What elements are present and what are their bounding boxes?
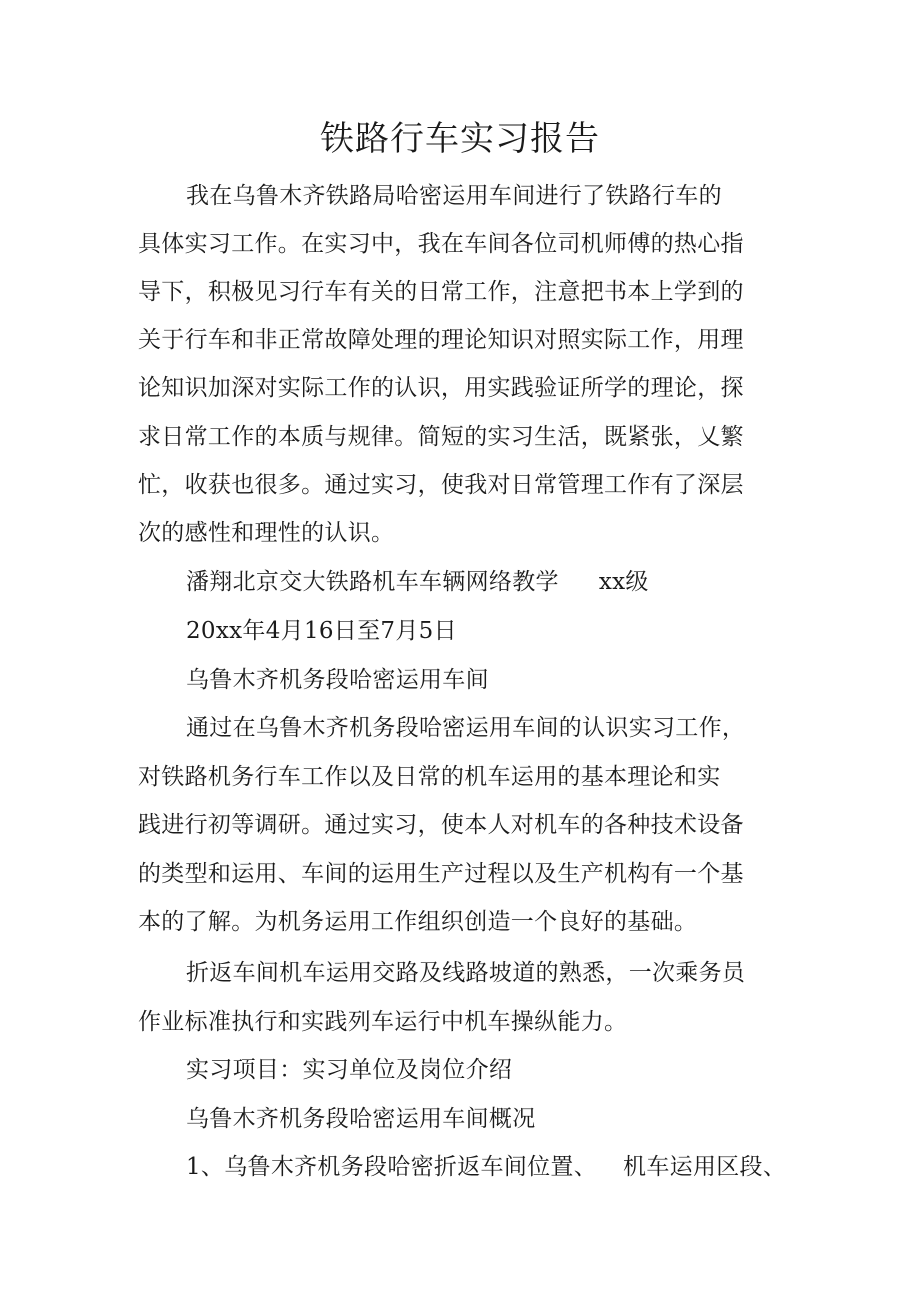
paragraph-1-line-4: 关于行车和非正常故障处理的理论知识对照实际工作，用理 bbox=[138, 327, 744, 353]
unit-name: 乌鲁木齐机务段哈密运用车间 bbox=[186, 667, 489, 693]
paragraph-3-line-1: 折返车间机车运用交路及线路坡道的熟悉，一次乘务员 bbox=[186, 960, 746, 986]
paragraph-1-line-5: 论知识加深对实际工作的认识，用实践验证所学的理论，探 bbox=[138, 375, 744, 401]
section-heading: 实习项目：实习单位及岗位介绍 bbox=[186, 1057, 513, 1083]
grade-text: xx级 bbox=[598, 569, 649, 595]
author-line bbox=[186, 566, 649, 598]
paragraph-1-line-3: 导下，积极见习行车有关的日常工作，注意把书本上学到的 bbox=[138, 279, 744, 305]
author-text: 潘翔北京交大铁路机车车辆网络教学 bbox=[186, 569, 559, 595]
paragraph-1-line-2: 具体实习工作。在实习中，我在车间各位司机师傅的热心指 bbox=[138, 231, 744, 257]
subsection-heading: 乌鲁木齐机务段哈密运用车间概况 bbox=[186, 1106, 536, 1132]
paragraph-3-line-2: 作业标准执行和实践列车运行中机车操纵能力。 bbox=[138, 1009, 628, 1035]
paragraph-2-line-2: 对铁路机务行车工作以及日常的机车运用的基本理论和实 bbox=[138, 764, 721, 790]
paragraph-2-line-5: 本的了解。为机务运用工作组织创造一个良好的基础。 bbox=[138, 909, 698, 935]
paragraph-1-line-8: 次的感性和理性的认识。 bbox=[138, 520, 395, 546]
paragraph-2-line-1: 通过在乌鲁木齐机务段哈密运用车间的认识实习工作， bbox=[186, 715, 746, 741]
list-item-1 bbox=[186, 1151, 786, 1183]
paragraph-2-line-4: 的类型和运用、车间的运用生产过程以及生产机构有一个基 bbox=[138, 861, 744, 887]
list-item-1-part-2: 机车运用区段、 bbox=[623, 1154, 787, 1180]
paragraph-1-line-6: 求日常工作的本质与规律。简短的实习生活，既紧张，乂繁 bbox=[138, 424, 744, 450]
paragraph-1-line-1: 我在乌鲁木齐铁路局哈密运用车间进行了铁路行车的 bbox=[186, 183, 722, 209]
paragraph-2-line-3: 践进行初等调研。通过实习，使本人对机车的各种技术设备 bbox=[138, 812, 744, 838]
date-range: 20xx年4月16日至7月5日 bbox=[186, 618, 457, 644]
paragraph-1-line-7: 忙，收获也很多。通过实习，使我对日常管理工作有了深层 bbox=[138, 472, 744, 498]
page-title: 铁路行车实习报告 bbox=[320, 119, 600, 159]
list-item-1-part-1: 1、乌鲁木齐机务段哈密折返车间位置、 bbox=[186, 1154, 598, 1180]
